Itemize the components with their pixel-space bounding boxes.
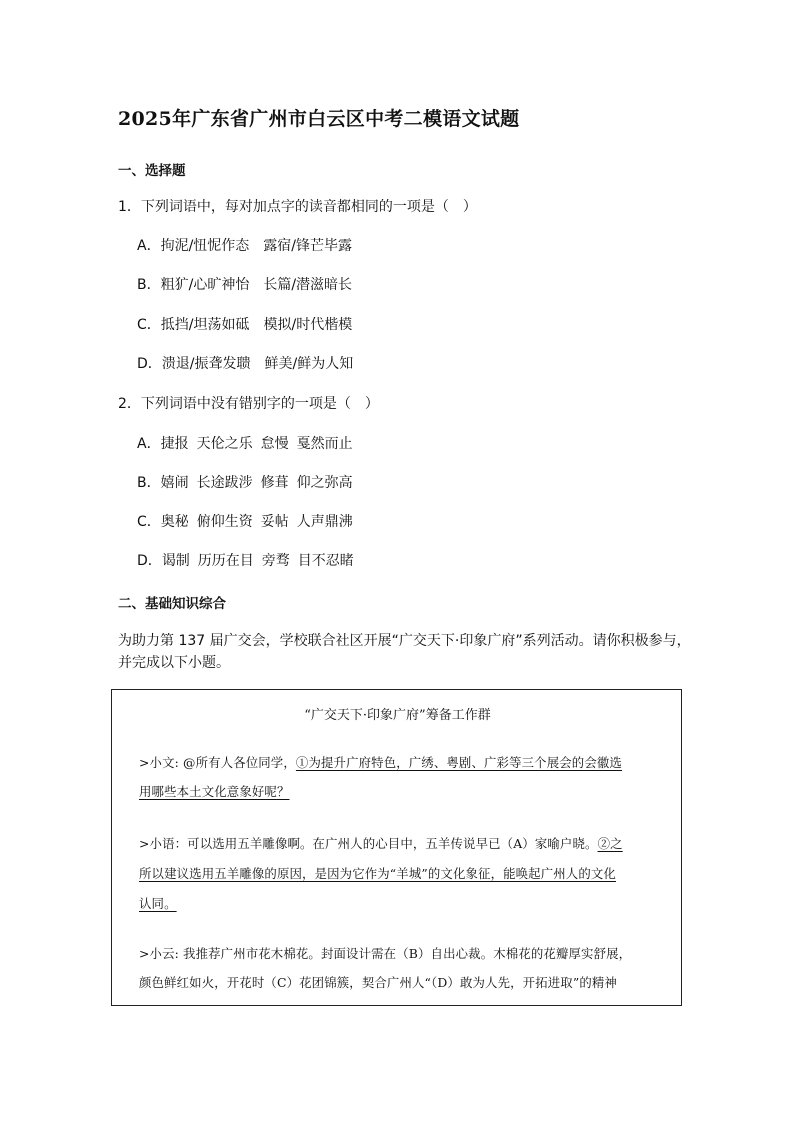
chat-message-xiaoyu-cont [139, 865, 659, 883]
underlined-sentence-1: ①为提升广府特色，广绣、粤剧、广彩等三个展会的会徽选 [295, 755, 622, 770]
chat-group-box [111, 689, 682, 1006]
option-label: B． [137, 475, 161, 491]
section-heading-knowledge: 二、基础知识综合 [118, 596, 226, 612]
chat-message-xiaoyun: >小云: 我推荐广州市花木棉花。封面设计需在（B）自出心裁。木棉花的花瓣厚实舒展， [139, 946, 632, 961]
option-word: 俯仰生资 [196, 514, 253, 530]
option-word: 修葺 [260, 475, 289, 491]
option-word: 人声鼎沸 [296, 514, 353, 530]
underlined-sentence-2-end: 认同。 [139, 896, 177, 911]
option-text: 模拟/时代楷模 [263, 317, 353, 333]
option-label: B． [137, 277, 161, 293]
option-word: 长途跋涉 [196, 475, 253, 491]
underlined-sentence-1-cont: 用哪些本土文化意象好呢？ [139, 784, 290, 799]
option-word: 仰之弥高 [296, 475, 353, 491]
option-word: 嬉闹 [160, 475, 189, 491]
option-word: 奥秘 [160, 514, 189, 530]
option-word: 目不忍睹 [297, 553, 354, 569]
option-word: 怠慢 [260, 436, 289, 452]
option-text: 鲜美/鲜为人知 [264, 356, 354, 372]
chat-message-xiaoyu-cont2 [139, 895, 659, 913]
option-word: 谒制 [161, 553, 190, 569]
option-text: 拘泥/忸怩作态 [160, 238, 250, 254]
q2-option-b[interactable] [137, 473, 353, 493]
doc-title: 2025年广东省广州市白云区中考二模语文试题 [118, 108, 520, 130]
option-text: 露宿/锋芒毕露 [263, 238, 353, 254]
section-heading-choice: 一、选择题 [118, 163, 186, 179]
option-text: 粗犷/心旷神怡 [160, 277, 250, 293]
option-text: 抵挡/坦荡如砥 [160, 317, 250, 333]
chat-message-xiaoyun-cont: 颜色鲜红如火，开花时（C）花团锦簇，契合广州人“（D）敢为人先，开拓进取”的精神 [139, 975, 617, 990]
option-word: 历历在目 [197, 553, 254, 569]
option-text: 长篇/潜滋暗长 [263, 277, 353, 293]
q2-option-c[interactable] [137, 512, 353, 532]
option-label: C． [137, 514, 161, 530]
chat-text: >小语：可以选用五羊雕像啊。在广州人的心目中，五羊传说早已（A）家喻户晓。 [139, 836, 598, 851]
q1-option-a[interactable] [137, 236, 352, 256]
chat-message-xiaowen [139, 754, 659, 772]
underlined-sentence-2-cont: 所以建议选用五羊雕像的原因，是因为它作为“羊城”的文化象征，能唤起广州人的文化 [139, 866, 616, 881]
intro-line-2: 并完成以下小题。 [118, 655, 230, 671]
q1-option-b[interactable] [137, 275, 352, 295]
option-word: 戛然而止 [296, 436, 353, 452]
chat-title: “广交天下·印象广府”筹备工作群 [304, 708, 491, 723]
chat-message-xiaoyu [139, 835, 659, 853]
option-word: 天伦之乐 [196, 436, 253, 452]
underlined-sentence-2: ②之 [597, 836, 623, 851]
option-word: 旁骛 [261, 553, 290, 569]
q1-option-d[interactable] [137, 354, 353, 374]
option-word: 妥帖 [260, 514, 289, 530]
option-label: D． [137, 356, 162, 372]
chat-message-xiaowen-cont [139, 783, 659, 801]
intro-line-1: 为助力第 137 届广交会，学校联合社区开展“广交天下·印象广府”系列活动。请你积极参与， [118, 633, 691, 649]
q1-option-c[interactable] [137, 315, 352, 335]
option-text: 溃退/振聋发聩 [161, 356, 251, 372]
q2-option-a[interactable] [137, 434, 353, 454]
option-label: A． [137, 238, 161, 254]
q2-option-d[interactable] [137, 551, 354, 571]
question-1-stem: 1．下列词语中，每对加点字的读音都相同的一项是（ ） [118, 199, 477, 215]
option-label: A． [137, 436, 161, 452]
option-label: C． [137, 317, 161, 333]
question-2-stem: 2．下列词语中没有错别字的一项是（ ） [118, 396, 379, 412]
chat-text: >小文: @所有人各位同学， [139, 755, 296, 770]
option-word: 捷报 [160, 436, 189, 452]
option-label: D． [137, 553, 162, 569]
